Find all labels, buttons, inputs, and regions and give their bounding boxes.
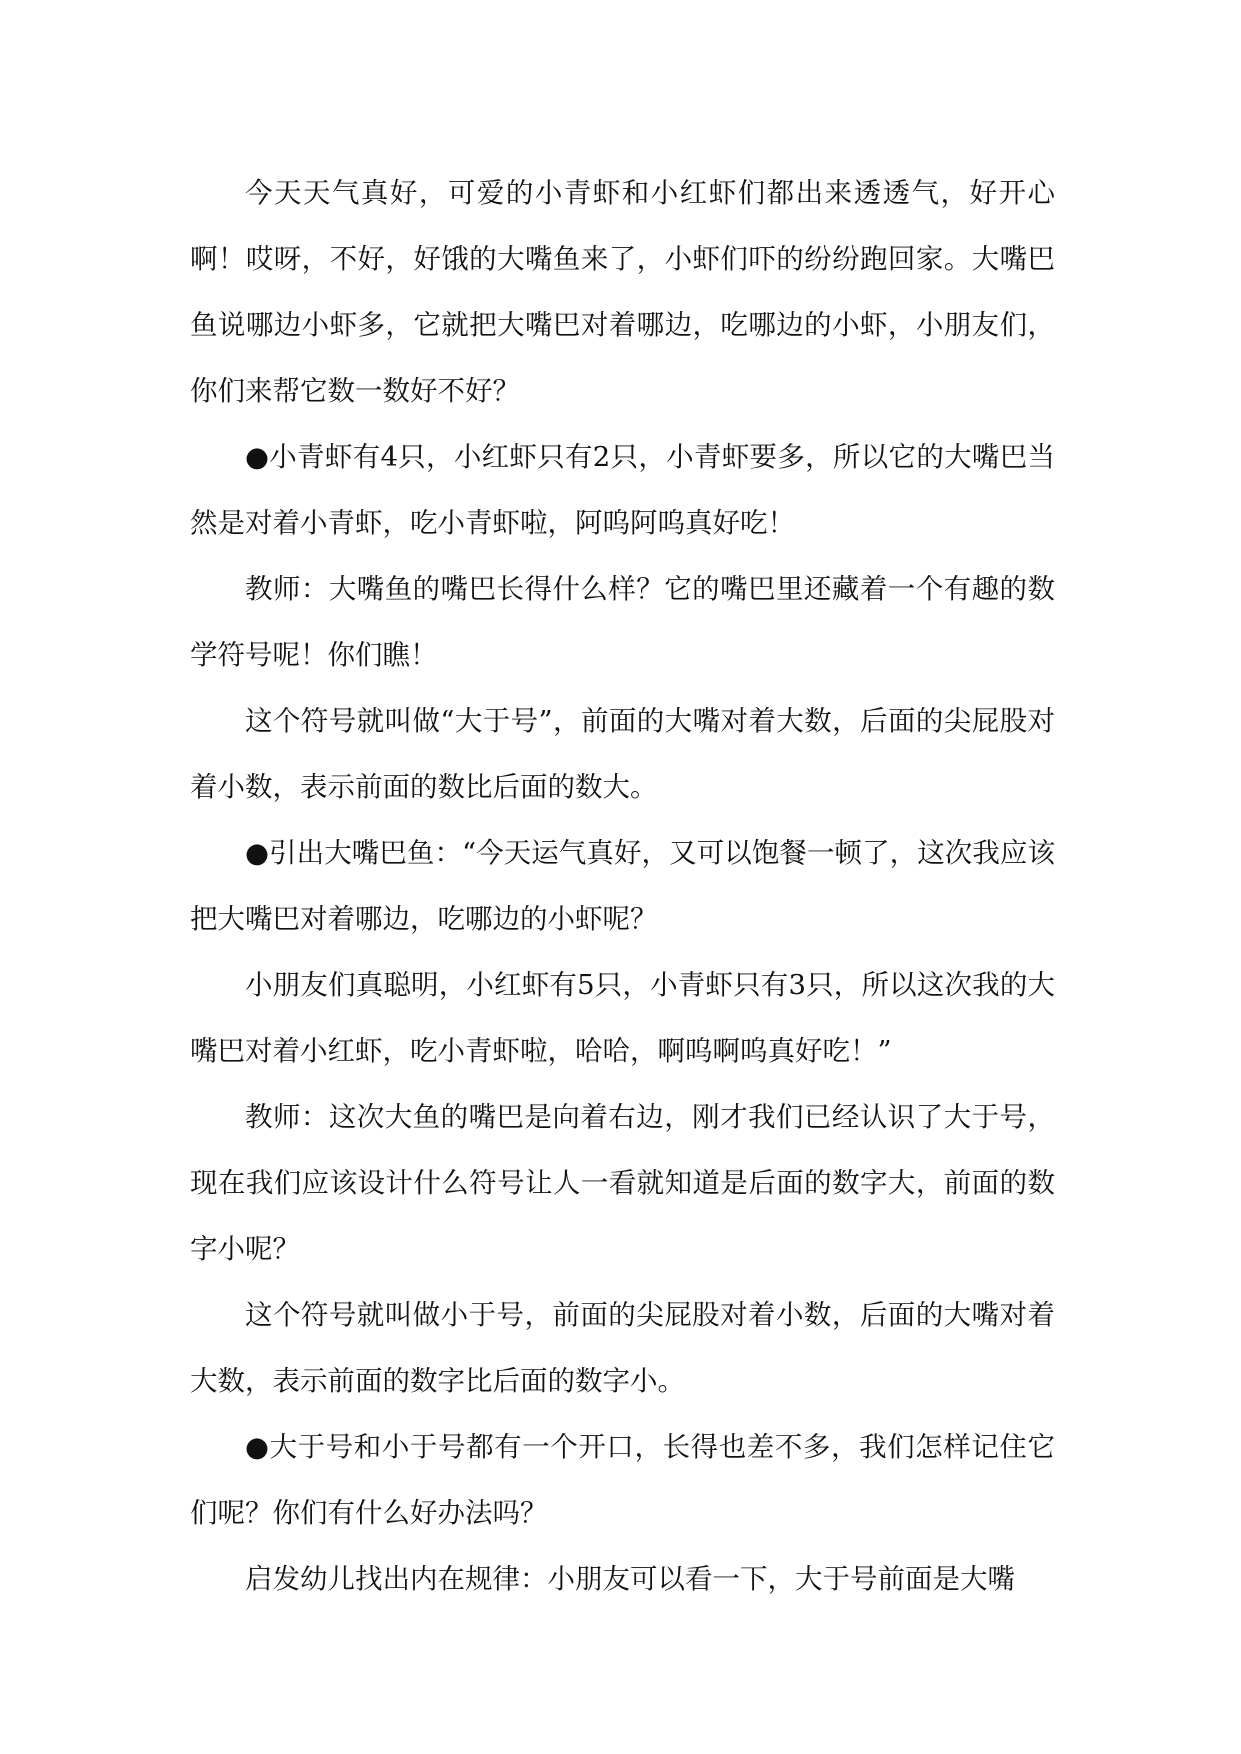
paragraph-4: 这个符号就叫做“大于号”，前面的大嘴对着大数，后面的尖屁股对着小数，表示前面的数比后面的数大。 — [190, 705, 1055, 803]
paragraph-9: ●大于号和小于号都有一个开口，长得也差不多，我们怎样记住它们呢？你们有什么好办法吗？ — [190, 1431, 1055, 1529]
paragraph-3: 教师：大嘴鱼的嘴巴长得什么样？它的嘴巴里还藏着一个有趣的数学符号呢！你们瞧！ — [190, 573, 1055, 671]
paragraph-5: ●引出大嘴巴鱼：“今天运气真好，又可以饱餐一顿了，这次我应该把大嘴巴对着哪边，吃哪边的小虾呢？ — [190, 837, 1055, 935]
paragraph-2: ●小青虾有4只，小红虾只有2只，小青虾要多，所以它的大嘴巴当然是对着小青虾，吃小青虾啦，阿呜阿呜真好吃！ — [190, 441, 1055, 539]
paragraph-1: 今天天气真好，可爱的小青虾和小红虾们都出来透透气，好开心啊！哎呀，不好，好饿的大嘴鱼来了，小虾们吓的纷纷跑回家。大嘴巴鱼说哪边小虾多，它就把大嘴巴对着哪边，吃哪边的小虾，小朋友们，你们来帮它数一数好不好？ — [190, 177, 1055, 407]
paragraph-10: 启发幼儿找出内在规律：小朋友可以看一下，大于号前面是大嘴 — [245, 1563, 1015, 1595]
paragraph-8: 这个符号就叫做小于号，前面的尖屁股对着小数，后面的大嘴对着大数，表示前面的数字比后面的数字小。 — [190, 1299, 1055, 1397]
paragraph-7: 教师：这次大鱼的嘴巴是向着右边，刚才我们已经认识了大于号，现在我们应该设计什么符号让人一看就知道是后面的数字大，前面的数字小呢？ — [190, 1101, 1055, 1265]
document-body — [190, 160, 1055, 1612]
paragraph-6: 小朋友们真聪明，小红虾有5只，小青虾只有3只，所以这次我的大嘴巴对着小红虾，吃小青虾啦，哈哈，啊呜啊呜真好吃！” — [190, 969, 1055, 1067]
